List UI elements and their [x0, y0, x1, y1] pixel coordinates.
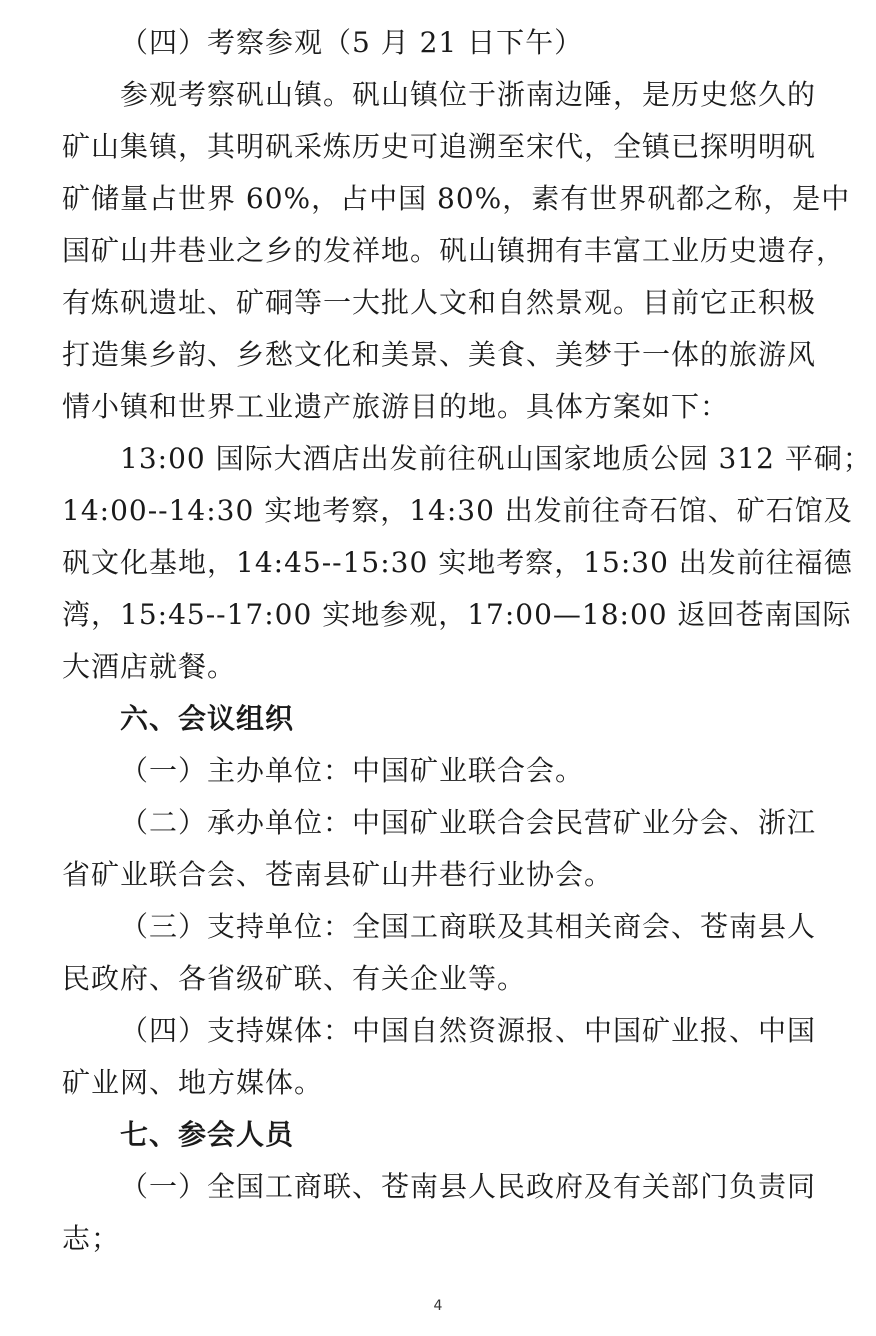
text-line: 民政府、各省级矿联、有关企业等。 — [62, 962, 527, 995]
text-line: 国矿山井巷业之乡的发祥地。矾山镇拥有丰富工业历史遗存， — [62, 234, 846, 267]
section-heading: 七、参会人员 — [120, 1118, 295, 1151]
text-line: 矿业网、地方媒体。 — [62, 1066, 324, 1099]
text-line: 省矿业联合会、苍南县矿山井巷行业协会。 — [62, 858, 614, 891]
text-line: （一）全国工商联、苍南县人民政府及有关部门负责同 — [120, 1170, 817, 1203]
text-line: 13:00 国际大酒店出发前往矾山国家地质公园 312 平硐； — [120, 442, 872, 475]
text-line: 情小镇和世界工业遗产旅游目的地。具体方案如下： — [62, 390, 730, 423]
text-line: （一）主办单位：中国矿业联合会。 — [120, 754, 585, 787]
text-line: 大酒店就餐。 — [62, 650, 237, 683]
text-line: 志； — [62, 1222, 121, 1255]
text-line: （三）支持单位：全国工商联及其相关商会、苍南县人 — [120, 910, 817, 943]
text-line: 矿山集镇，其明矾采炼历史可追溯至宋代，全镇已探明明矾 — [62, 130, 817, 163]
text-line: 参观考察矾山镇。矾山镇位于浙南边陲，是历史悠久的 — [120, 78, 817, 111]
text-line: （二）承办单位：中国矿业联合会民营矿业分会、浙江 — [120, 806, 817, 839]
page-number: 4 — [433, 1298, 443, 1314]
section-heading: 六、会议组织 — [120, 702, 295, 735]
text-line: （四）支持媒体：中国自然资源报、中国矿业报、中国 — [120, 1014, 817, 1047]
text-line: （四）考察参观（5 月 21 日下午） — [120, 26, 584, 59]
text-line: 湾，15:45--17:00 实地参观，17:00—18:00 返回苍南国际 — [62, 598, 852, 631]
text-line: 矾文化基地，14:45--15:30 实地考察，15:30 出发前往福德 — [62, 546, 853, 579]
text-line: 打造集乡韵、乡愁文化和美景、美食、美梦于一体的旅游风 — [62, 338, 817, 371]
text-line: 有炼矾遗址、矿硐等一大批人文和自然景观。目前它正积极 — [62, 286, 817, 319]
text-line: 矿储量占世界 60%，占中国 80%，素有世界矾都之称，是中 — [62, 182, 851, 215]
text-line: 14:00--14:30 实地考察，14:30 出发前往奇石馆、矿石馆及 — [62, 494, 853, 527]
